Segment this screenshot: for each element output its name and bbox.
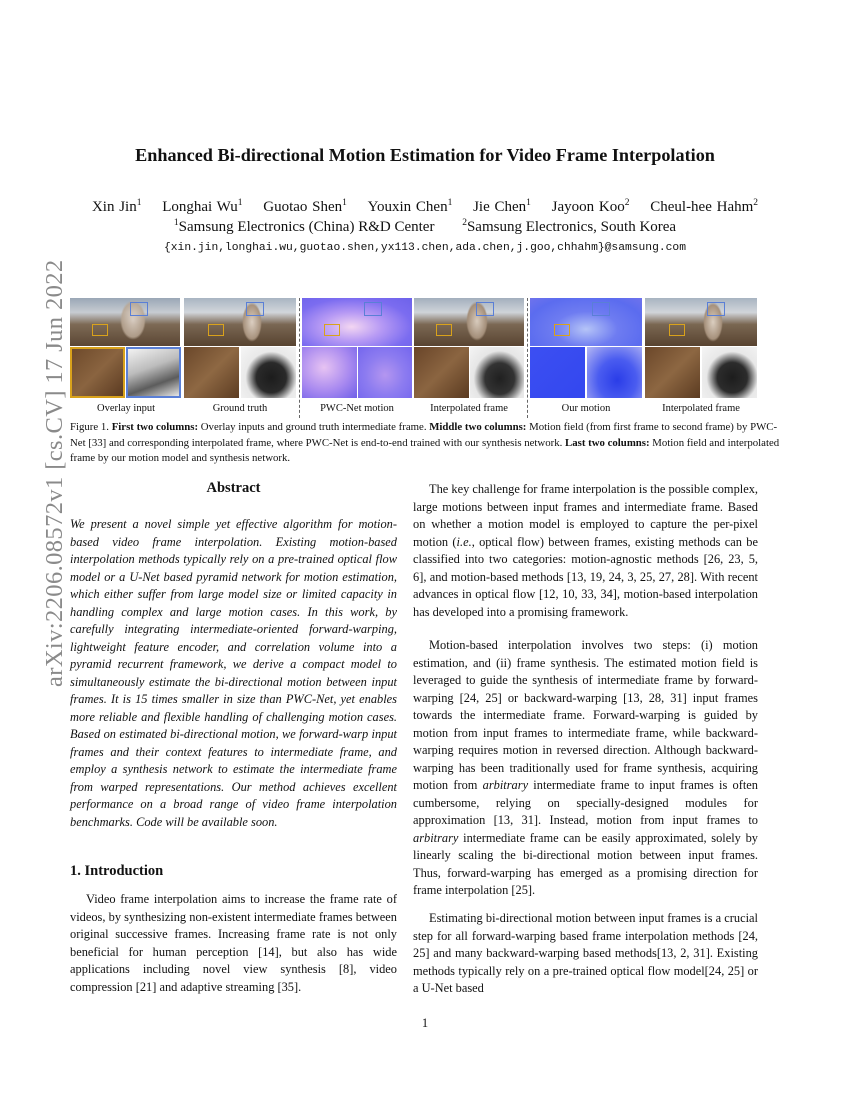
author-emails: {xin.jin,longhai.wu,guotao.shen,yx113.chen,ada.chen,j.goo,chhahm}@samsung.com xyxy=(163,242,686,254)
affiliation: $^2$Samsung Electronics, South Korea xyxy=(462,218,677,235)
paragraph: Estimating bi-directional motion between input frames is a crucial step for all forward-warping based frame interpolation methods [24, 25] and many backward-warping based methods[13, 2, 31]. Existing methods typically rely on a pre-trained optical flow model[24, 25] or a U-Net based xyxy=(413,911,758,995)
figure-caption: Figure 1. First two columns: Overlay inputs and ground truth intermediate frame. Middle two columns: Motion field (from first frame to second frame) by PWC-Net [33] and corresponding interpolated frame, where PWC-Net is end-to-end trained with our synthesis network. Last two columns: Motion field and interpolated frame by our motion model and synthesis network. xyxy=(70,421,780,464)
author: Jie Chen$^1$ xyxy=(473,198,531,215)
figure-divider xyxy=(527,298,528,418)
author: Cheul-hee Hahm$^2$ xyxy=(650,198,759,215)
author: Longhai Wu$^1$ xyxy=(162,198,243,215)
affiliation: $^1$Samsung Electronics (China) R&D Center xyxy=(173,218,435,235)
panel-label: Interpolated frame xyxy=(662,403,740,414)
figure-divider xyxy=(299,298,300,418)
our-motion-zoom-blue xyxy=(587,347,642,398)
our-interpolated-image xyxy=(645,298,757,346)
arxiv-identifier: arXiv:2206.08572v1 [cs.CV] 17 Jun 2022 xyxy=(41,259,68,687)
author: Xin Jin$^1$ xyxy=(91,198,142,215)
pwcnet-motion-image xyxy=(302,298,412,346)
pwcnet-motion-zoom-blue xyxy=(358,347,412,398)
ground-truth-zoom-orange xyxy=(184,347,239,398)
paragraph: Motion-based interpolation involves two steps: (i) motion estimation, and (ii) frame synthesis. The estimated motion field is leveraged to guide the synthesis of intermediate frame by forward-warping [24, 25] or backward-warping [13, 28, 31] input frames towards the intermediate frame. Forward-warping is guided by motion from input frames to intermediate frame, while backward-warping requires motion in reversed direction. Although backward-warping has been traditionally used for frame synthesis, acquiring motion from arbitrary intermediate frame to input frames is often cumbersome, relying on specially-designed modules for approximation [13, 31]. Instead, motion from input frames to arbitrary intermediate frame can be easily approximated, solely by linearly scaling the bi-directional motion between input frames. Thus, forward-warping has emerged as a promising direction for frame interpolation [25]. xyxy=(413,638,758,897)
author: Jayoon Koo$^2$ xyxy=(551,198,630,215)
our-interpolated-zoom-orange xyxy=(645,347,700,398)
our-interpolated-zoom-blue xyxy=(702,347,757,398)
paragraph: Video frame interpolation aims to increase the frame rate of videos, by synthesizing non-existent intermediate frames between original successive frames. Increasing frame rate is not only beneficial for human perception [14], but also has wide applications including novel view synthesis [8], video compression [21] and adaptive streaming [35]. xyxy=(70,892,397,994)
abstract-heading: Abstract xyxy=(206,480,261,496)
ground-truth-zoom-blue xyxy=(241,347,296,398)
panel-label: Our motion xyxy=(561,403,611,414)
author: Guotao Shen$^1$ xyxy=(263,198,347,215)
overlay-input-zoom-blue xyxy=(126,347,181,398)
pwcnet-interpolated-image xyxy=(414,298,524,346)
panel-label: Overlay input xyxy=(96,403,156,414)
overlay-input-image xyxy=(70,298,180,346)
author: Youxin Chen$^1$ xyxy=(367,198,453,215)
panel-label: PWC-Net motion xyxy=(320,403,394,414)
pwcnet-interpolated-zoom-orange xyxy=(414,347,469,398)
panel-label: Ground truth xyxy=(212,403,268,414)
our-motion-image xyxy=(530,298,642,346)
paper-title: Enhanced Bi-directional Motion Estimation for Video Frame Interpolation xyxy=(135,145,715,165)
overlay-input-zoom-orange xyxy=(70,347,125,398)
page-number: 1 xyxy=(421,1016,429,1030)
pwcnet-interpolated-zoom-blue xyxy=(470,347,524,398)
author-list xyxy=(0,199,850,216)
abstract-text: We present a novel simple yet effective algorithm for motion-based video frame interpolation. Existing motion-based interpolation methods typically rely on a pre-trained optical flow model or a U-Net based pyramid network for motion estimation, which either suffer from large model size or limited capacity in handling complex and large motion cases. In this work, by carefully integrating intermediate-oriented forward-warping, lightweight feature encoder, and correlation volume into a pyramid recurrent framework, we derive a compact model to simultaneously estimate the bi-directional motion between input frames. It is 15 times smaller in size than PWC-Net, yet enables more reliable and flexible handling of challenging motion cases. Based on estimated bi-directional motion, we forward-warp input frames and their context features to intermediate frame, and employ a synthesis network to estimate the intermediate frame from warped representations. Our method achieves excellent performance on a broad range of video frame interpolation benchmarks. Code will be available soon. xyxy=(70,517,397,829)
pwcnet-motion-zoom-orange xyxy=(302,347,357,398)
section-heading-introduction: 1. Introduction xyxy=(70,863,164,879)
paragraph: The key challenge for frame interpolation is the possible complex, large motions between input frames and intermediate frame. Based on whether a motion model is employed to capture the per-pixel motion (i.e., optical flow) between frames, existing methods can be classified into two categories: motion-agnostic methods [26, 23, 5, 6], and motion-based methods [13, 19, 24, 3, 25, 27, 28]. With recent advances in optical flow [12, 10, 33, 34], motion-based interpolation has developed into a promising framework. xyxy=(413,482,758,619)
panel-label: Interpolated frame xyxy=(430,403,508,414)
ground-truth-image xyxy=(184,298,296,346)
our-motion-zoom-orange xyxy=(530,347,585,398)
affiliations xyxy=(0,219,850,236)
